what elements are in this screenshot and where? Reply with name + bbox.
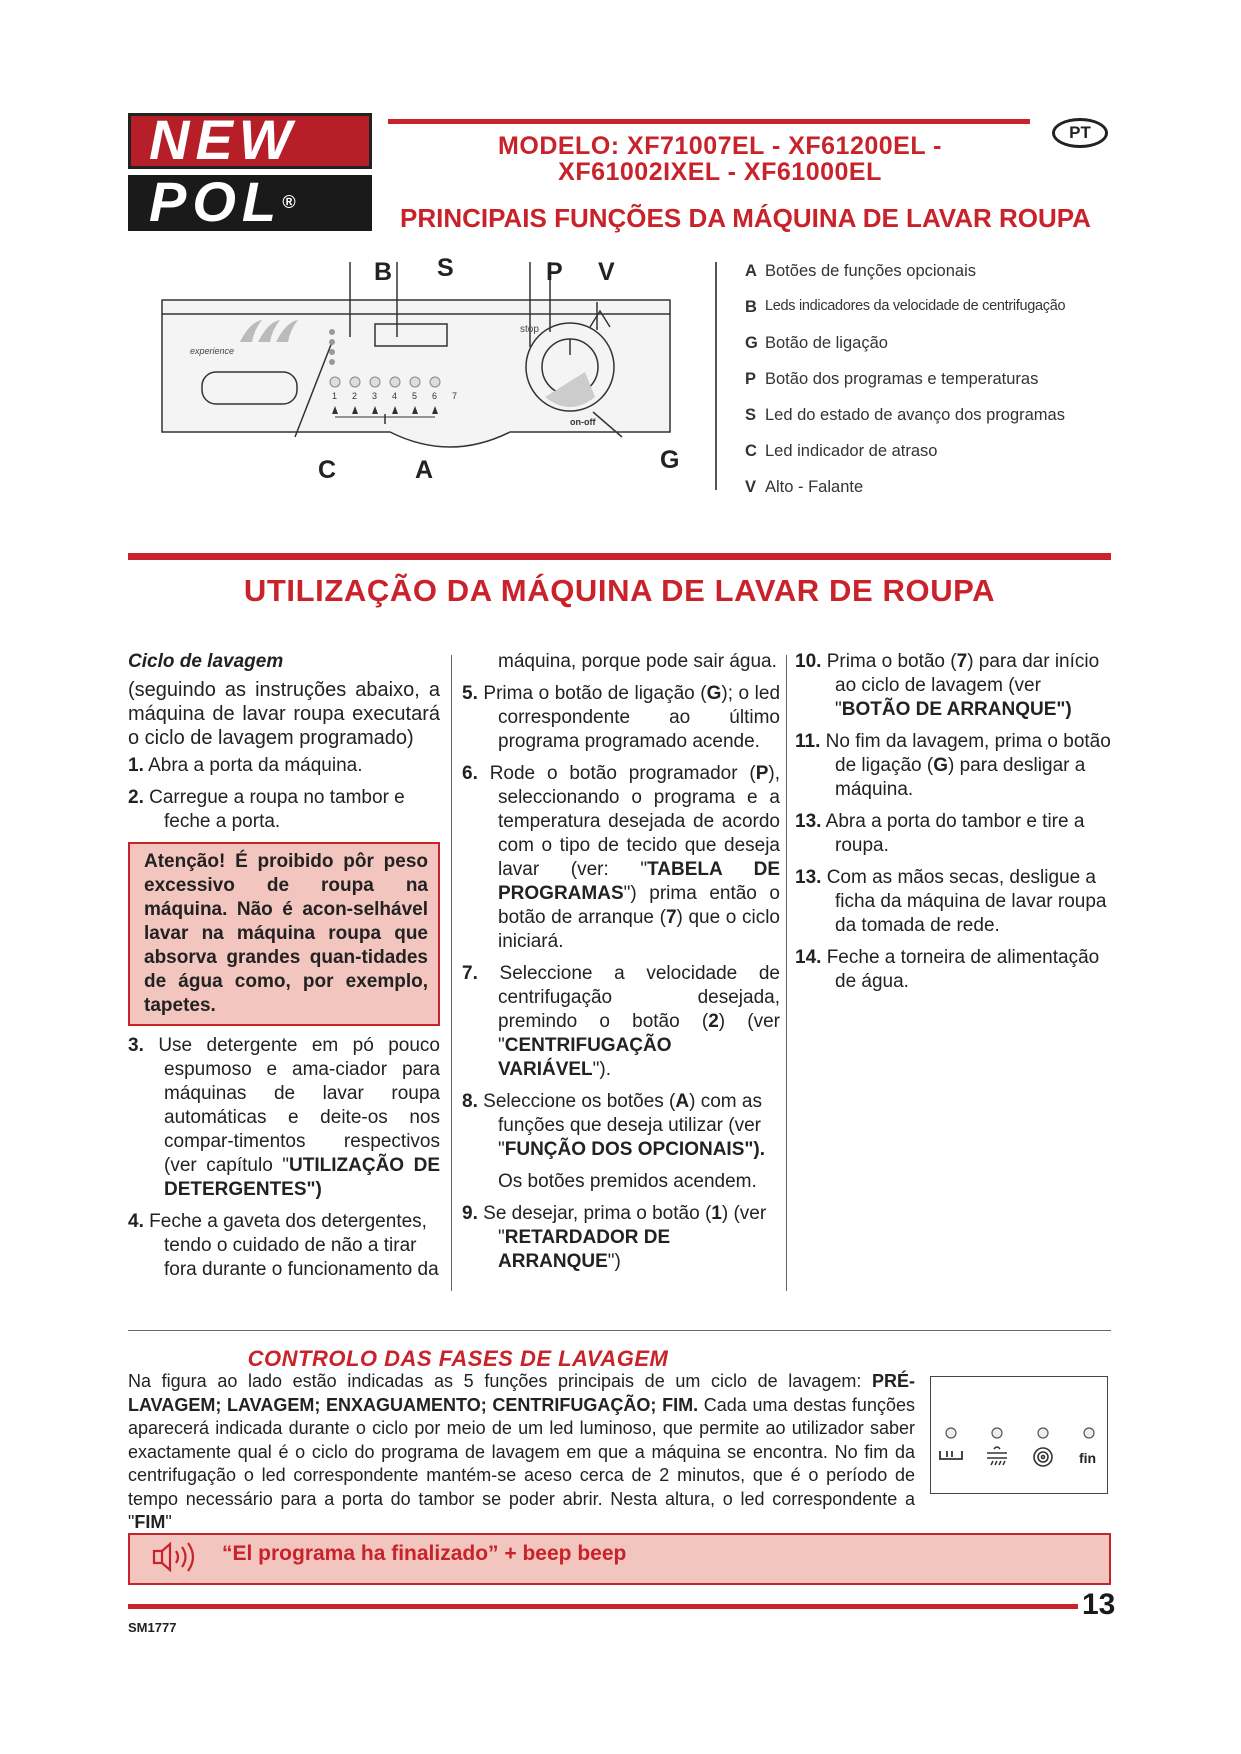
section3-title: CONTROLO DAS FASES DE LAVAGEM (247, 1346, 669, 1371)
step-bold-ref: BOTÃO DE ARRANQUE") (841, 699, 1072, 720)
legend-item (745, 298, 1145, 334)
cycle-heading: Ciclo de lavagem (128, 651, 284, 672)
step-key: 7 (665, 907, 677, 928)
led-indicator (946, 1428, 956, 1438)
callout-b: B (374, 258, 393, 286)
legend-item (745, 370, 1145, 406)
step-key: 1 (711, 1203, 722, 1224)
step-text: "). (592, 1059, 612, 1080)
phase-leds-panel (930, 1376, 1108, 1494)
step-text: Feche a gaveta dos detergentes, tendo o cuidado de não a tirar fora durante o funcionamento da (149, 1211, 439, 1280)
step-text: Carregue a roupa no tambor e feche a porta. (149, 787, 405, 832)
step-bold-ref: FUNÇÃO DOS OPCIONAIS"). (504, 1139, 765, 1160)
button-number-3: 3 (372, 391, 378, 401)
step-text: ); o led correspondente ao último programa programado acende. (498, 683, 781, 752)
led-indicator (992, 1428, 1002, 1438)
step-text: Prima o botão de ligação ( (483, 683, 707, 704)
led-indicator (1084, 1428, 1094, 1438)
legend-list (745, 262, 1145, 514)
speaker-icon (152, 1540, 202, 1574)
legend-text: Led indicador de atraso (765, 442, 938, 460)
step-number: 11. (795, 731, 821, 752)
step-text: Prima o botão ( (826, 651, 957, 672)
step-number: 3. (128, 1035, 144, 1056)
model-line-2: XF61002IXEL - XF61000EL (558, 158, 882, 186)
step-text: ), seleccionando o programa e a temperatura desejada de acordo com o tipo de tecido que deseja lavar (ver: " (498, 763, 780, 880)
spin-icon (1034, 1448, 1052, 1466)
logo-registered: ® (282, 192, 296, 212)
diagram-onoff-label: on-off (570, 417, 596, 427)
legend-text: Botão dos programas e temperaturas (765, 370, 1039, 388)
step-text: Rode o botão programador ( (489, 763, 756, 784)
callout-p: P (546, 258, 563, 286)
button-number-5: 5 (412, 391, 418, 401)
section3-rule (128, 1330, 1111, 1331)
callout-s: S (437, 254, 454, 282)
step-11 (795, 730, 1115, 802)
step-number: 6. (462, 763, 478, 784)
wash-icon (940, 1451, 962, 1459)
warning-box: Atenção! É proibido pôr peso excessivo de roupa na máquina. Não é acon-selhável lavar na máquina roupa que absorva grandes quan-tidades de água como, por exemplo, tapetes. (128, 842, 440, 1026)
diagram-stop-label: stop (520, 324, 539, 335)
button-number-2: 2 (352, 391, 358, 401)
phases-list: PRÉ-LAVAGEM; LAVAGEM; ENXAGUAMENTO; CENTRIFUGAÇÃO; FIM. (128, 1371, 915, 1415)
wash-phases-text (128, 1370, 915, 1535)
step-13b (795, 866, 1115, 938)
logo-pol (128, 170, 372, 233)
legend-item (745, 262, 1145, 298)
legend-key: S (745, 406, 757, 424)
step-9 (462, 1202, 780, 1274)
step-text: Seleccione os botões ( (483, 1091, 676, 1112)
column-divider (451, 655, 452, 1291)
instructions-column-2 (462, 650, 780, 1282)
led-indicator (1038, 1428, 1048, 1438)
header-rule (388, 119, 1030, 124)
legend-key: C (745, 442, 757, 460)
legend-key: P (745, 370, 757, 388)
main-title: PRINCIPAIS FUNÇÕES DA MÁQUINA DE LAVAR ROUPA (400, 203, 1091, 233)
step-10 (795, 650, 1115, 722)
section-rule (128, 553, 1111, 560)
step-5 (462, 682, 780, 754)
step-number: 8. (462, 1091, 478, 1112)
fin-label: fin (1079, 1450, 1097, 1466)
footer-rule (128, 1604, 1078, 1609)
step-number: 5. (462, 683, 478, 704)
legend-text: Alto - Falante (765, 478, 864, 496)
legend-key: V (745, 478, 757, 496)
legend-item (745, 478, 1145, 514)
step-key: G (933, 755, 949, 776)
step-text: Com as mãos secas, desligue a ficha da máquina de lavar roupa da tomada de rede. (826, 867, 1107, 936)
step-number: 7. (462, 963, 478, 984)
phases-text: Na figura ao lado estão indicadas as 5 funções principais de um ciclo de lavagem: (128, 1371, 872, 1391)
legend-key: A (745, 262, 757, 280)
rinse-icon (987, 1447, 1007, 1465)
legend-text: Botão de ligação (765, 334, 888, 352)
step-number: 4. (128, 1211, 144, 1232)
phases-text: " (165, 1512, 172, 1532)
model-line-1: MODELO: XF71007EL - XF61200EL - (498, 132, 942, 160)
step-text: Abra a porta do tambor e tire a roupa. (825, 811, 1085, 856)
phases-text: Cada uma destas funções aparecerá indicada durante o ciclo por meio de um led luminoso, que permite ao utilizador saber exactamente qual é o ciclo do programa de lavagem em que a máquina se encontra. No fim da centrifugação o led correspondente mantém-se aceso cerca de 2 minutos, que é o período de tempo necessário para a porta do tambor se poder abrir. Nesta altura, o led correspondente a " (128, 1394, 915, 1532)
control-panel-diagram (150, 254, 690, 492)
step-text: ) (ver " (498, 1203, 767, 1248)
step-text: ) que o ciclo iniciará. (498, 907, 780, 952)
legend-item (745, 334, 1145, 370)
step-8 (462, 1090, 780, 1162)
step-4 (128, 1210, 440, 1282)
step-7 (462, 962, 780, 1082)
model-heading (400, 133, 1040, 185)
legend-text: Leds indicadores da velocidade de centrifugação (765, 298, 1066, 314)
step-8-note: Os botões premidos acendem. (498, 1171, 757, 1192)
step-4-continuation: máquina, porque pode sair água. (498, 651, 777, 672)
callout-v: V (598, 258, 615, 286)
step-key: P (755, 763, 769, 784)
step-text: ) para dar início ao ciclo de lavagem (ver " (835, 651, 1100, 720)
section-title: UTILIZAÇÃO DA MÁQUINA DE LAVAR DE ROUPA (243, 573, 996, 608)
callout-c: C (318, 456, 337, 484)
instructions-column-3 (795, 650, 1115, 1002)
step-bold-ref: TABELA DE PROGRAMAS (498, 859, 781, 904)
step-text: ") prima então o botão de arranque ( (498, 883, 780, 928)
callout-a: A (415, 456, 434, 484)
button-number-1: 1 (332, 391, 338, 401)
legend-text: Botões de funções opcionais (765, 262, 976, 280)
step-number: 2. (128, 787, 144, 808)
step-number: 13. (795, 811, 822, 832)
step-text: Seleccione a velocidade de centrifugação desejada, premindo o botão ( (498, 963, 780, 1032)
step-number: 13. (795, 867, 822, 888)
step-text: ") (607, 1251, 621, 1272)
step-13a (795, 810, 1115, 858)
button-number-4: 4 (392, 391, 398, 401)
callout-g: G (660, 446, 680, 474)
step-2 (128, 786, 440, 834)
step-key: 2 (708, 1011, 719, 1032)
step-key: 7 (956, 651, 968, 672)
legend-key: B (745, 298, 757, 316)
step-number: 9. (462, 1203, 478, 1224)
diagram-brand-text: experience (190, 346, 235, 356)
step-text: ) com as funções que deseja utilizar (ver " (498, 1091, 762, 1160)
step-key: G (706, 683, 722, 704)
document-code: SM1777 (128, 1620, 177, 1635)
step-text: No fim da lavagem, prima o botão de ligação ( (825, 731, 1111, 776)
legend-item (745, 406, 1145, 442)
button-number-6: 6 (432, 391, 438, 401)
step-number: 1. (128, 755, 144, 776)
step-text: ) para desligar a máquina. (835, 755, 1086, 800)
legend-key: G (745, 334, 758, 352)
page-number: 13 (1082, 1588, 1116, 1621)
step-text: Use detergente em pó pouco espumoso e ama-ciador para máquinas de lavar roupa automáticas e deite-os nos compar-timentos respectivos (ver capítulo " (158, 1035, 441, 1176)
step-text: Se desejar, prima o botão ( (483, 1203, 712, 1224)
language-badge: PT (1052, 118, 1108, 148)
step-number: 10. (795, 651, 822, 672)
step-text: Feche a torneira de alimentação de água. (826, 947, 1100, 992)
logo-pol-text: POL (149, 170, 283, 233)
legend-divider (715, 262, 717, 490)
step-6 (462, 762, 780, 954)
step-text: Abra a porta da máquina. (148, 755, 363, 776)
button-number-7: 7 (452, 391, 458, 401)
brand-logo (128, 108, 372, 233)
step-bold-ref: CENTRIFUGAÇÃO VARIÁVEL (498, 1035, 672, 1080)
step-number: 14. (795, 947, 822, 968)
step-bold-ref: UTILIZAÇÃO DE DETERGENTES") (164, 1155, 440, 1200)
legend-text: Led do estado de avanço dos programas (765, 406, 1065, 424)
cycle-intro: (seguindo as instruções abaixo, a máquina de lavar roupa executará o ciclo de lavagem programado) (128, 679, 440, 749)
step-1 (128, 754, 440, 778)
phases-fim: FIM (134, 1512, 166, 1532)
column-divider (786, 655, 787, 1291)
step-text: ) (ver " (498, 1011, 780, 1056)
step-3 (128, 1034, 440, 1202)
legend-item (745, 442, 1145, 478)
instructions-column-1 (128, 650, 440, 1290)
logo-new: NEW (128, 113, 372, 169)
step-key: A (675, 1091, 690, 1112)
step-14 (795, 946, 1115, 994)
step-bold-ref: RETARDADOR DE ARRANQUE (498, 1227, 671, 1272)
phase-leds-drawing (931, 1377, 1107, 1493)
beep-message: “El programa ha finalizado” + beep beep (222, 1542, 627, 1565)
